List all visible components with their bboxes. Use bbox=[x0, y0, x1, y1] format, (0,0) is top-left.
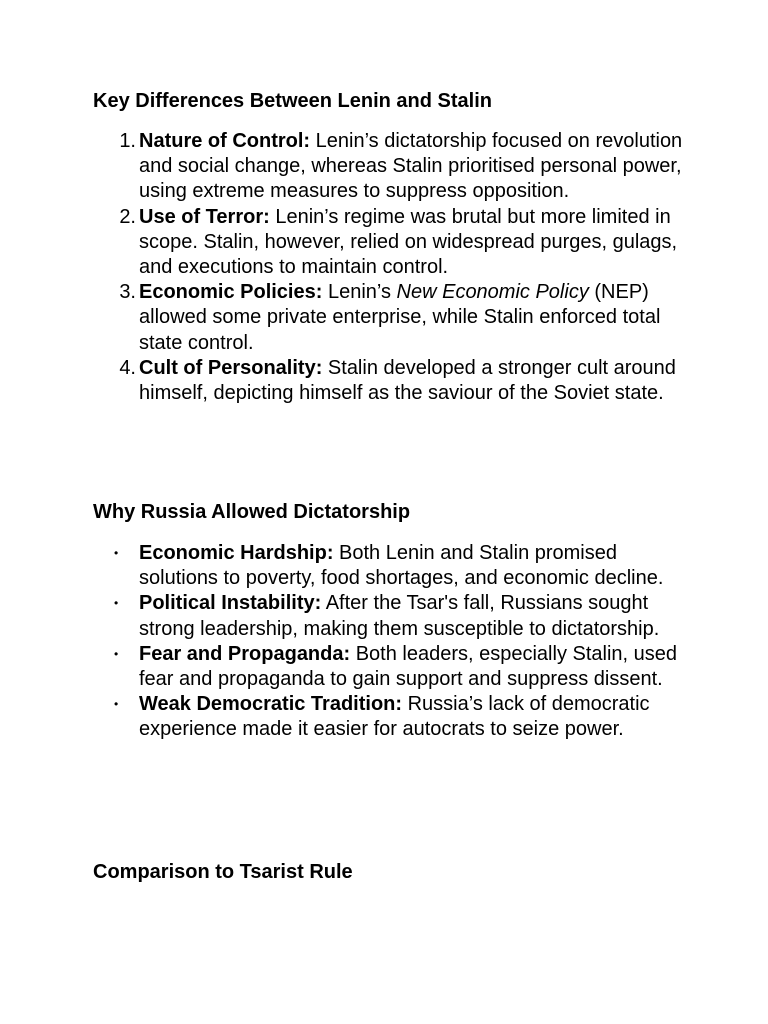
list-item bbox=[0, 541, 690, 591]
list-item-text: Both Lenin and Stalin promised solutions to poverty, food shortages, and economic decline. bbox=[139, 542, 664, 590]
list-item-term: Weak Democratic Tradition: bbox=[139, 693, 403, 716]
list-item bbox=[0, 280, 690, 356]
bullet-marker: • bbox=[114, 646, 119, 661]
list-item-text-before: Lenin’s bbox=[322, 281, 397, 304]
section-heading-why-russia: Why Russia Allowed Dictatorship bbox=[93, 501, 411, 523]
bullet-marker: • bbox=[114, 697, 119, 712]
section-heading-key-differences: Key Differences Between Lenin and Stalin bbox=[93, 90, 492, 112]
list-item-term: Cult of Personality: bbox=[139, 356, 323, 379]
list-item-text: Lenin’s dictatorship focused on revolution and social change, whereas Stalin prioritised personal power, using extreme measures to suppress opposition. bbox=[139, 130, 683, 203]
list-item bbox=[0, 591, 690, 641]
bullet-marker: • bbox=[114, 596, 119, 611]
list-item-text: (NEP) allowed some private enterprise, while Stalin enforced total state control. bbox=[139, 281, 661, 354]
list-marker: 4. bbox=[119, 356, 136, 379]
list-item-text: Both leaders, especially Stalin, used fear and propaganda to gain support and suppress dissent. bbox=[139, 642, 678, 691]
list-item-text: After the Tsar's fall, Russians sought strong leadership, making them susceptible to dictatorship. bbox=[139, 592, 660, 640]
list-item-text: Lenin’s regime was brutal but more limited in scope. Stalin, however, relied on widespread purges, gulags, and executions to maintain control. bbox=[139, 205, 678, 279]
list-item bbox=[0, 642, 690, 692]
list-item-emphasis: New Economic Policy bbox=[396, 281, 589, 304]
list-marker: 2. bbox=[119, 205, 136, 228]
bullet-marker: • bbox=[114, 546, 119, 560]
list-marker: 1. bbox=[119, 130, 136, 152]
list-item-text: Russia’s lack of democratic experience made it easier for autocrats to seize power. bbox=[139, 693, 650, 741]
list-marker: 3. bbox=[119, 281, 136, 304]
numbered-list-key-differences bbox=[0, 129, 690, 406]
list-item-term: Use of Terror: bbox=[139, 205, 270, 228]
section-heading-comparison: Comparison to Tsarist Rule bbox=[93, 861, 353, 883]
list-item bbox=[0, 692, 690, 742]
list-item bbox=[0, 356, 690, 406]
list-item-term: Fear and Propaganda: bbox=[139, 642, 351, 665]
list-item-term: Economic Policies: bbox=[139, 281, 323, 304]
list-item bbox=[0, 205, 690, 281]
list-item bbox=[0, 129, 690, 205]
list-item-term: Nature of Control: bbox=[139, 130, 311, 152]
list-item-text: Stalin developed a stronger cult around himself, depicting himself as the saviour of the Soviet state. bbox=[139, 356, 676, 405]
list-item-term: Economic Hardship: bbox=[139, 542, 334, 564]
list-item-term: Political Instability: bbox=[139, 592, 322, 615]
bullet-list-why-russia bbox=[0, 541, 690, 743]
